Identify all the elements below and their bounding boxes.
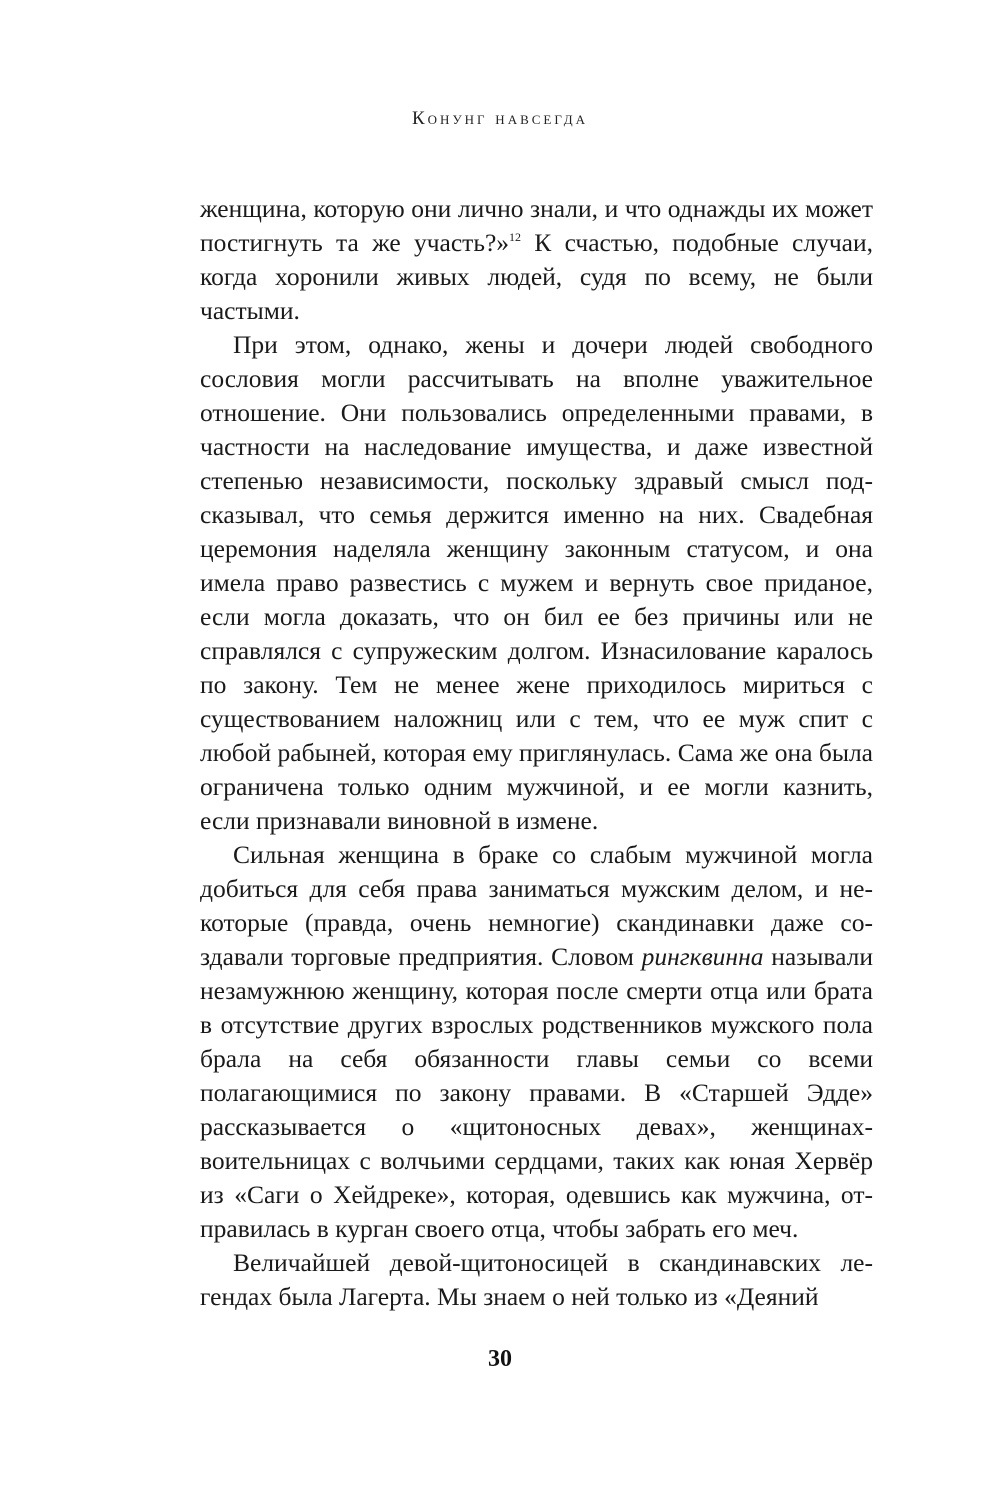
paragraph-3-text-a: Сильная женщина в браке со слабым мужчиной могла добиться для себя права заниматься мужским делом, и некоторые (правда, очень немногие) скандинавки даже создавали торговые предприятия. Словом: [200, 840, 873, 971]
page-number: 30: [488, 1346, 512, 1372]
paragraph-3-text-b: называли незамужнюю женщину, которая после смерти отца или брата в отсутствие других взрослых родственников мужского пола брала на себя обязанности главы семьи со всеми полагающимися по закону правами. В «Старшей Эдде» рассказывается о «щитоносных девах», женщинах-воительницах с волчьими сердцами, таких как юная Хервёр из «Саги о Хейдреке», которая, одевшись как мужчина, отправилась в курган своего отца, чтобы забрать его меч.: [200, 942, 873, 1243]
footnote-ref[interactable]: 12: [509, 230, 522, 244]
paragraph-3: [200, 838, 873, 1246]
running-head: Конунг навсегда: [412, 108, 588, 129]
paragraph-4: Величайшей девой-щитоносицей в скандинавских легендах была Лагерта. Мы знаем о ней только из «Деяний: [200, 1248, 873, 1311]
body-text: [200, 192, 873, 1314]
paragraph-2: При этом, однако, жены и дочери людей свободного сословия могли рассчитывать на вполне уважительное отношение. Они пользовались определенными правами, в частности на наследование имущества, и даже известной степенью независимости, поскольку здравый смысл подсказывал, что семья держится именно на них. Свадебная церемония наделяла женщину законным статусом, и она имела право развестись с мужем и вернуть свое приданое, если могла доказать, что он бил ее без причины или не справлялся с супружеским долгом. Изнасилование каралось по закону. Тем не менее жене приходилось мириться с существованием наложниц или с тем, что ее муж спит с любой рабыней, которая ему приглянулась. Сама же она была ограничена только одним мужчиной, и ее могли казнить, если признавали виновной в измене.: [200, 330, 873, 835]
paragraph-1: [200, 192, 873, 328]
paragraph-1-text-b: К счастью, подобные случаи, когда хоронили живых людей, судя по всему, не были частыми.: [200, 228, 873, 325]
italic-term: рингквинна: [641, 942, 764, 971]
paragraph-1-text-a: женщина, которую они лично знали, и что однажды их может постигнуть та же участь?»: [200, 194, 873, 257]
